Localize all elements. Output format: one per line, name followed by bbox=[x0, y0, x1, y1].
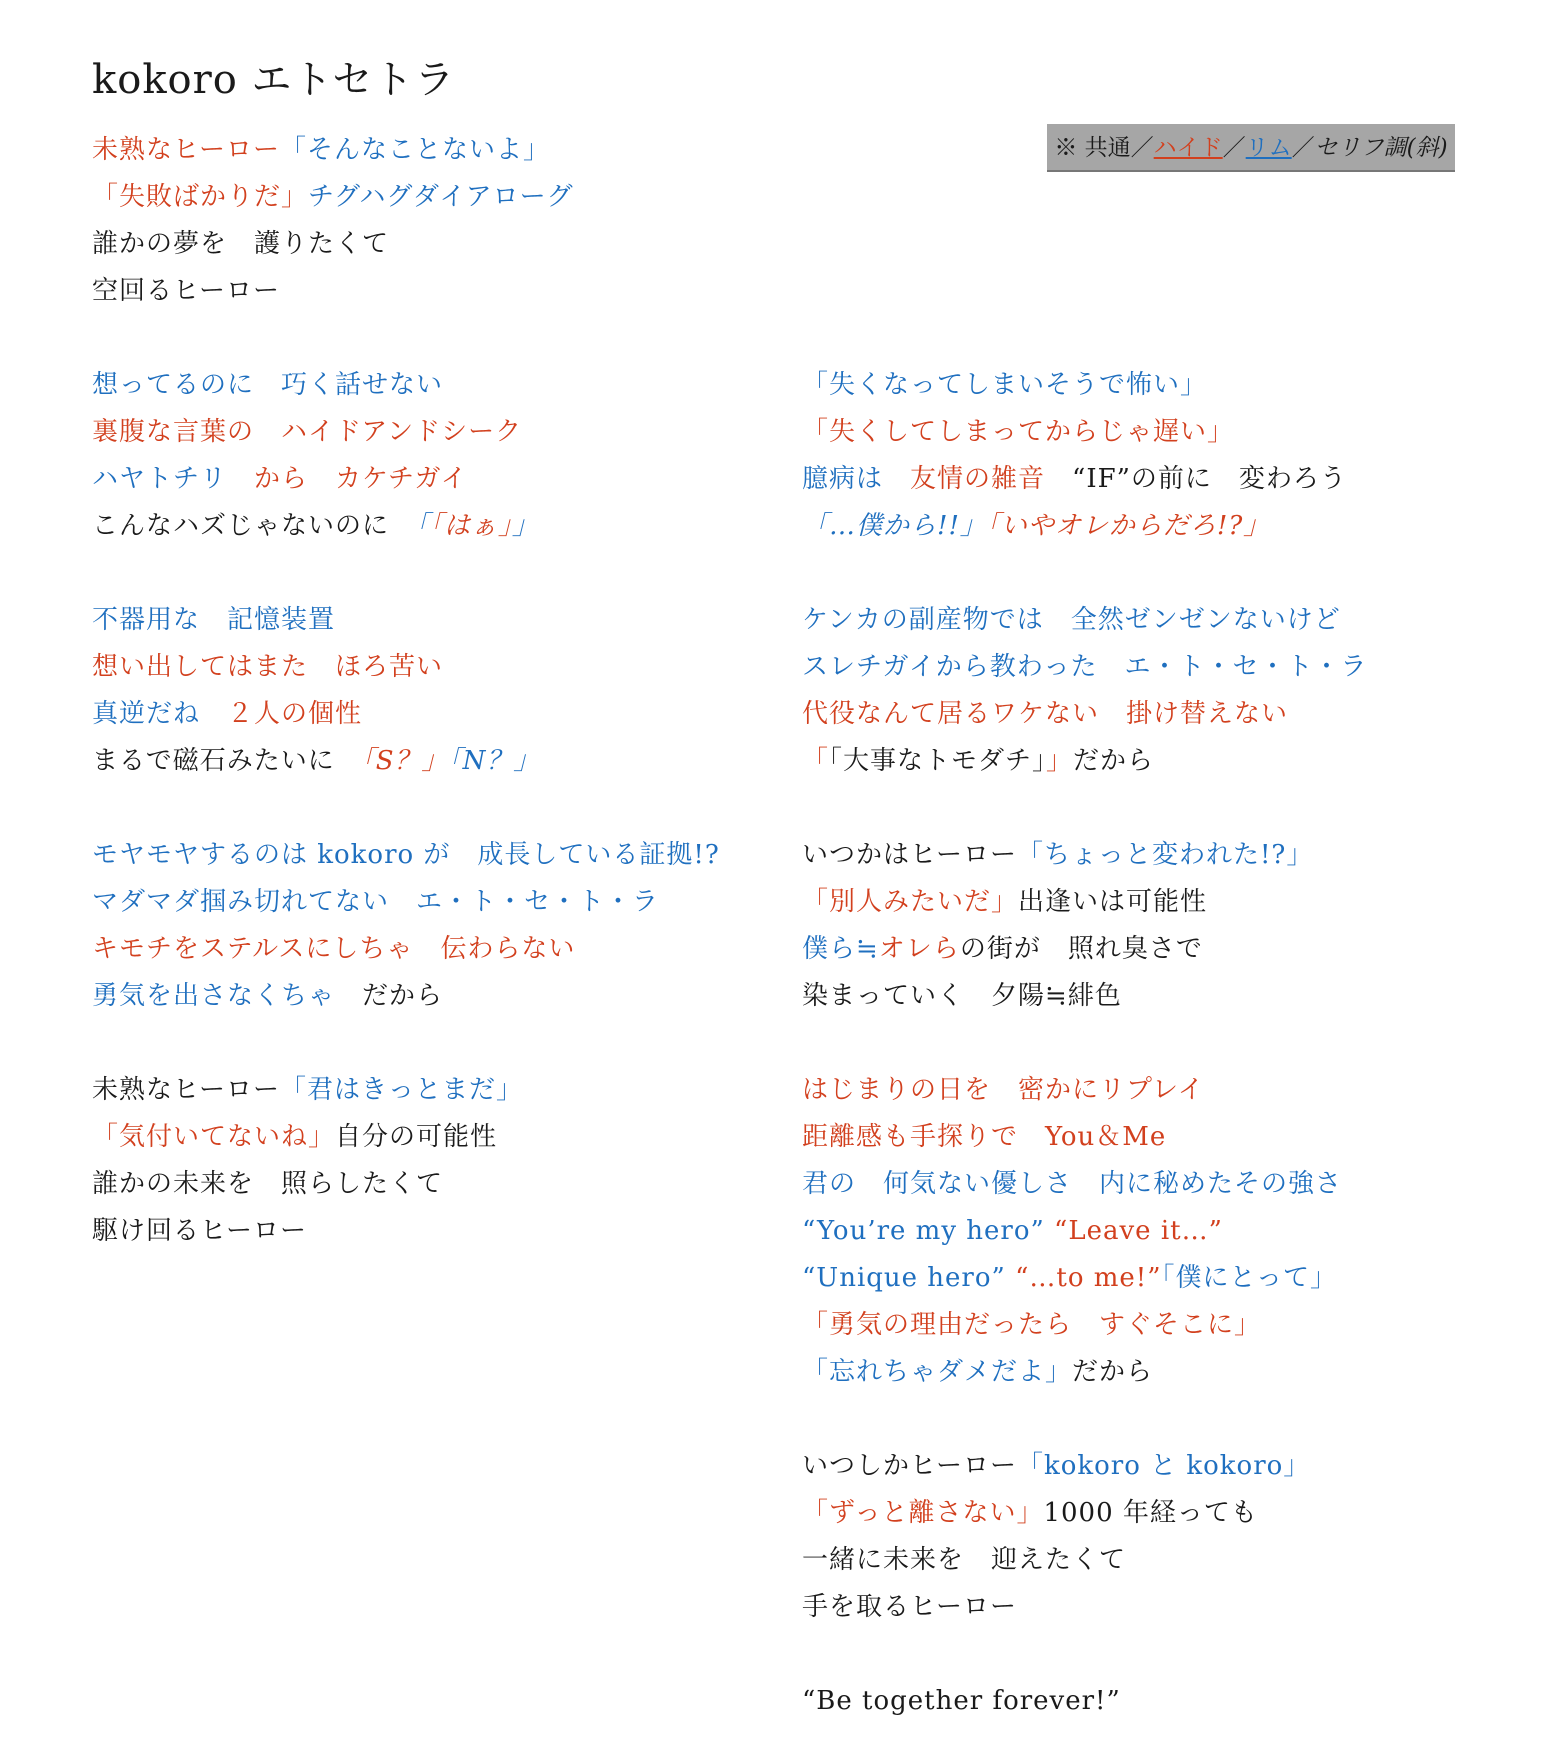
lyric-line bbox=[92, 1213, 307, 1249]
lyric-line bbox=[92, 1072, 523, 1108]
lyric-line bbox=[802, 1307, 1261, 1343]
lyric-line bbox=[92, 978, 443, 1014]
lyric-line bbox=[92, 1166, 443, 1202]
lyric-segment-common: 空回るヒーロー bbox=[92, 276, 280, 306]
lyric-segment-rim: スレチガイから教わった エ・ト・セ・ト・ラ bbox=[802, 652, 1368, 682]
lyric-segment-hyde: “Leave it…” bbox=[1054, 1216, 1223, 1246]
legend-hyde: ハイド bbox=[1153, 135, 1223, 161]
lyric-segment-hyde: 「失くしてしまってからじゃ遅い」 bbox=[802, 417, 1235, 447]
lyric-segment-common: だから bbox=[1072, 1357, 1154, 1387]
lyric-line bbox=[802, 649, 1367, 685]
lyric-segment-rim: 君の 何気ない優しさ 内に秘めたその強さ bbox=[802, 1169, 1343, 1199]
lyric-line bbox=[802, 884, 1207, 920]
lyric-segment-common: いつしかヒーロー bbox=[802, 1451, 1017, 1481]
lyric-line bbox=[802, 1589, 1017, 1625]
lyric-segment-hyde: 「はぁ」 bbox=[430, 511, 513, 541]
lyric-segment-rim: 「僕にとって」 bbox=[1161, 1263, 1338, 1293]
lyric-segment-rim: マダマダ掴み切れてない エ・ト・セ・ト・ラ bbox=[92, 887, 660, 917]
lyric-segment-common: 手を取るヒーロー bbox=[802, 1592, 1017, 1622]
lyric-segment-common: 駆け回るヒーロー bbox=[92, 1216, 307, 1246]
lyric-segment-common: こんなハズじゃないのに bbox=[92, 511, 417, 541]
lyric-line bbox=[802, 837, 1313, 873]
lyric-line bbox=[802, 978, 1122, 1014]
lyric-line bbox=[802, 1260, 1337, 1296]
lyric-line bbox=[802, 461, 1347, 497]
lyric-line bbox=[92, 696, 362, 732]
lyric-segment-common: “IF”の前に 変わろう bbox=[1072, 464, 1347, 494]
lyric-segment-hyde: 未熟なヒーロー bbox=[92, 135, 280, 165]
lyric-line bbox=[92, 1119, 497, 1155]
lyric-segment-hyde: 「S？」 bbox=[361, 746, 449, 776]
lyric-segment-rim: 「…僕から!!」 bbox=[802, 511, 987, 541]
lyric-segment-rim: 勇気を出さなくちゃ bbox=[92, 981, 363, 1011]
lyric-segment-hyde: 「いやオレからだろ!?」 bbox=[986, 511, 1271, 541]
lyric-segment-hyde: 「勇気の理由だったら すぐそこに」 bbox=[802, 1310, 1262, 1340]
lyric-segment-common: 未熟なヒーロー bbox=[92, 1075, 280, 1105]
lyric-segment-rim: “Unique hero” bbox=[802, 1263, 1016, 1293]
lyric-line bbox=[92, 273, 280, 309]
lyric-line bbox=[92, 884, 659, 920]
lyric-segment-hyde: 「ずっと離さない」 bbox=[802, 1498, 1044, 1528]
lyric-segment-common: いつかはヒーロー bbox=[802, 840, 1017, 870]
lyric-segment-hyde: 友情の雑音 bbox=[910, 464, 1073, 494]
lyric-segment-rim: 僕ら≒ bbox=[802, 934, 879, 964]
lyric-segment-hyde: ２人の個性 bbox=[227, 699, 363, 729]
lyric-segment-common: 染まっていく 夕陽≒緋色 bbox=[802, 981, 1122, 1011]
lyric-segment-rim: 「kokoro と kokoro」 bbox=[1016, 1451, 1311, 1481]
legend-separator: ／ bbox=[1130, 135, 1154, 161]
lyric-segment-common: 「大事なトモダチ」 bbox=[829, 746, 1047, 776]
lyric-segment-common: だから bbox=[1073, 746, 1155, 776]
lyric-segment-rim: チグハグダイアローグ bbox=[308, 182, 574, 212]
lyric-line bbox=[92, 743, 540, 779]
lyric-line bbox=[92, 508, 539, 544]
lyric-segment-rim: 」 bbox=[512, 511, 540, 541]
legend-rim: リム bbox=[1245, 135, 1292, 161]
lyric-line bbox=[802, 931, 1203, 967]
lyric-line bbox=[92, 931, 575, 967]
lyric-segment-common: の街が 照れ臭さで bbox=[959, 934, 1203, 964]
lyric-segment-rim: 「忘れちゃダメだよ」 bbox=[802, 1357, 1073, 1387]
lyric-segment-hyde: オレら bbox=[878, 934, 960, 964]
lyric-segment-rim: 「ちょっと変われた!?」 bbox=[1016, 840, 1314, 870]
lyric-line bbox=[802, 1495, 1258, 1531]
lyric-line bbox=[802, 367, 1207, 403]
lyric-line bbox=[92, 414, 522, 450]
lyric-segment-hyde: 」 bbox=[1046, 746, 1074, 776]
lyric-line bbox=[802, 1542, 1126, 1578]
lyric-segment-hyde: 「別人みたいだ」 bbox=[802, 887, 1019, 917]
lyric-segment-common: まるで磁石みたいに bbox=[92, 746, 362, 776]
lyric-segment-rim: 「失くなってしまいそうで怖い」 bbox=[802, 370, 1208, 400]
lyric-line bbox=[802, 1448, 1310, 1484]
page-title: kokoro エトセトラ bbox=[92, 57, 456, 103]
lyric-line bbox=[92, 132, 550, 168]
lyric-line bbox=[92, 179, 574, 215]
lyric-line bbox=[802, 602, 1341, 638]
lyric-line bbox=[802, 508, 1270, 544]
lyric-segment-rim: “You’re my hero” bbox=[802, 1216, 1055, 1246]
lyric-line bbox=[802, 743, 1154, 779]
lyric-segment-hyde: 代役なんて居るワケない 掛け替えない bbox=[802, 699, 1289, 729]
lyric-segment-hyde: 「失敗ばかりだ」 bbox=[92, 182, 309, 212]
lyric-segment-hyde: 「 bbox=[802, 746, 830, 776]
lyric-segment-hyde: 裏腹な言葉の ハイドアンドシーク bbox=[92, 417, 523, 447]
lyric-segment-common: 1000 年経っても bbox=[1043, 1498, 1258, 1528]
lyric-segment-hyde: 想い出してはまた ほろ苦い bbox=[92, 652, 444, 682]
lyric-segment-hyde: 距離感も手探りで You＆Me bbox=[802, 1122, 1167, 1152]
lyric-line bbox=[802, 1213, 1223, 1249]
lyric-segment-common: 自分の可能性 bbox=[335, 1122, 498, 1152]
lyric-segment-rim: 臆病は bbox=[802, 464, 911, 494]
lyric-segment-common: 出逢いは可能性 bbox=[1018, 887, 1208, 917]
lyric-segment-rim: ケンカの副産物では 全然ゼンゼンないけど bbox=[802, 605, 1341, 635]
color-legend bbox=[1047, 124, 1455, 172]
lyric-segment-rim: 不器用な 記憶装置 bbox=[92, 605, 336, 635]
lyric-line bbox=[802, 1166, 1342, 1202]
legend-separator: ／ bbox=[1222, 135, 1246, 161]
lyric-line bbox=[92, 837, 720, 873]
lyric-segment-common: “Be together forever!” bbox=[802, 1686, 1121, 1716]
lyric-segment-hyde: はじまりの日を 密かにリプレイ bbox=[802, 1075, 1205, 1105]
lyric-line bbox=[802, 414, 1234, 450]
lyric-segment-rim: 「 bbox=[416, 511, 431, 541]
lyric-segment-rim: 真逆だね bbox=[92, 699, 228, 729]
lyric-line bbox=[802, 1354, 1153, 1390]
lyric-segment-hyde: “…to me!” bbox=[1015, 1263, 1162, 1293]
legend-common: ※ 共通 bbox=[1054, 135, 1131, 161]
lyric-segment-common: 一緒に未来を 迎えたくて bbox=[802, 1545, 1127, 1575]
lyric-segment-rim: 「君はきっとまだ」 bbox=[279, 1075, 523, 1105]
lyric-segment-hyde: 「気付いてないね」 bbox=[92, 1122, 336, 1152]
lyric-segment-rim: ハヤトチリ bbox=[92, 464, 255, 494]
lyric-line bbox=[92, 226, 389, 262]
lyric-segment-rim: 「N？」 bbox=[448, 746, 541, 776]
lyric-segment-common: だから bbox=[362, 981, 444, 1011]
lyric-segment-common: 誰かの夢を 護りたくて bbox=[92, 229, 390, 259]
lyric-line bbox=[92, 367, 443, 403]
lyric-segment-hyde: から カケチガイ bbox=[254, 464, 468, 494]
lyric-line bbox=[802, 1072, 1205, 1108]
lyric-line bbox=[802, 696, 1288, 732]
lyric-segment-rim: 想ってるのに 巧く話せない bbox=[92, 370, 444, 400]
lyric-segment-common: 誰かの未来を 照らしたくて bbox=[92, 1169, 444, 1199]
lyric-line bbox=[802, 1119, 1166, 1155]
legend-separator: ／ bbox=[1291, 135, 1315, 161]
lyric-line bbox=[92, 602, 335, 638]
lyric-line bbox=[92, 649, 443, 685]
legend-serif: セリフ調(斜) bbox=[1314, 135, 1448, 161]
lyric-segment-rim: モヤモヤするのは kokoro が 成長している証拠!? bbox=[92, 840, 720, 870]
lyric-segment-hyde: キモチをステルスにしちゃ 伝わらない bbox=[92, 934, 576, 964]
lyric-segment-rim: 「そんなことないよ」 bbox=[279, 135, 550, 165]
lyric-line bbox=[92, 461, 468, 497]
lyric-line bbox=[802, 1683, 1121, 1719]
